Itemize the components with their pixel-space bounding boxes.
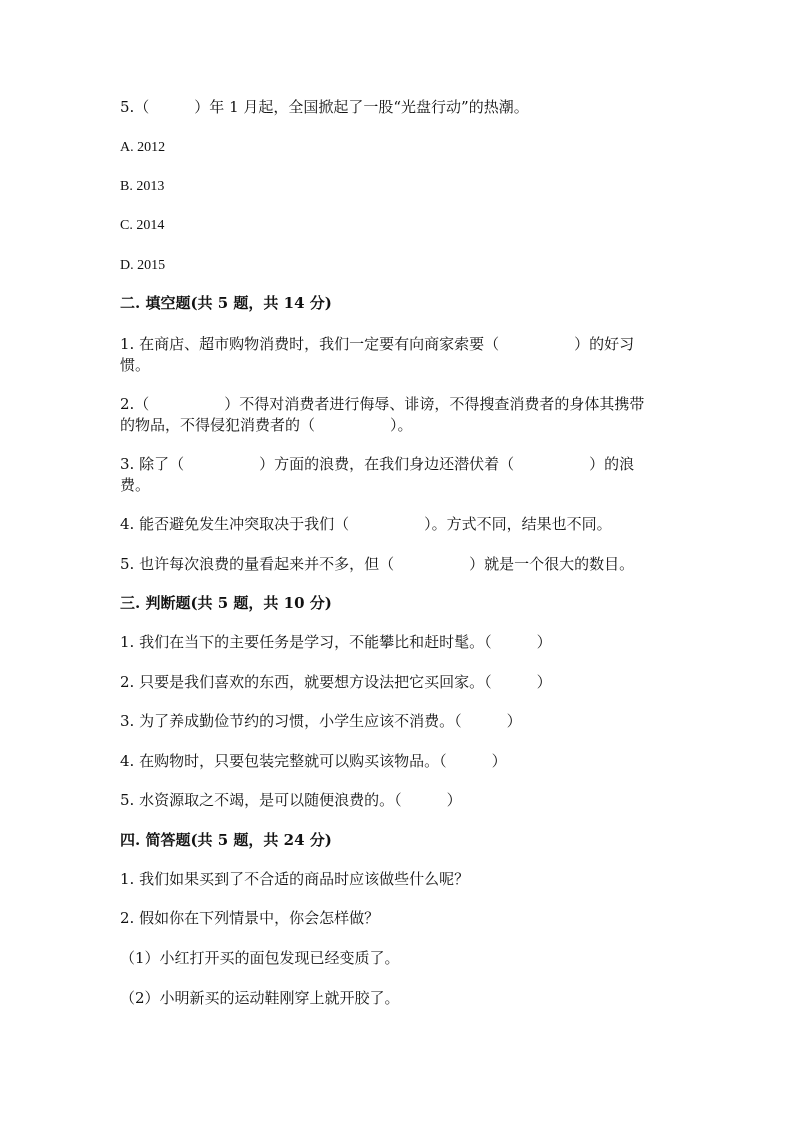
fill-question-4: 4. 能否避免发生冲突取决于我们（ ）。方式不同，结果也不同。 — [120, 515, 612, 533]
section-heading-judgement: 三. 判断题(共 5 题，共 10 分) — [120, 594, 332, 612]
judge-question-3: 3. 为了养成勤俭节约的习惯，小学生应该不消费。（ ） — [120, 712, 522, 730]
question-5-stem: 5.（ ）年 1 月起，全国掀起了一股“光盘行动”的热潮。 — [120, 98, 529, 116]
fill-question-3-line-1: 3. 除了（ ）方面的浪费，在我们身边还潜伏着（ ）的浪 — [120, 455, 635, 473]
fill-question-3-line-2: 费。 — [120, 476, 151, 494]
option-b: B. 2013 — [120, 179, 165, 194]
fill-question-1-line-1: 1. 在商店、超市购物消费时，我们一定要有向商家索要（ ）的好习 — [120, 335, 635, 353]
option-a: A. 2012 — [120, 140, 166, 155]
judge-question-5: 5. 水资源取之不竭，是可以随便浪费的。（ ） — [120, 791, 462, 809]
option-c: C. 2014 — [120, 218, 165, 233]
short-question-2-sub-2: （2）小明新买的运动鞋刚穿上就开胶了。 — [120, 989, 400, 1007]
fill-question-2-line-1: 2.（ ）不得对消费者进行侮辱、诽谤，不得搜查消费者的身体其携带 — [120, 395, 645, 413]
judge-question-2: 2. 只要是我们喜欢的东西，就要想方设法把它买回家。（ ） — [120, 673, 552, 691]
fill-question-5: 5. 也许每次浪费的量看起来并不多，但（ ）就是一个很大的数目。 — [120, 555, 635, 573]
fill-question-2-line-2: 的物品，不得侵犯消费者的（ ）。 — [120, 416, 413, 434]
section-heading-fill-blank: 二. 填空题(共 5 题，共 14 分) — [120, 294, 332, 312]
short-question-1: 1. 我们如果买到了不合适的商品时应该做些什么呢？ — [120, 870, 470, 888]
short-question-2: 2. 假如你在下列情景中，你会怎样做？ — [120, 909, 380, 927]
short-question-2-sub-1: （1）小红打开买的面包发现已经变质了。 — [120, 949, 400, 967]
section-heading-short-answer: 四. 简答题(共 5 题，共 24 分) — [120, 831, 332, 849]
judge-question-4: 4. 在购物时，只要包装完整就可以购买该物品。（ ） — [120, 752, 507, 770]
judge-question-1: 1. 我们在当下的主要任务是学习，不能攀比和赶时髦。（ ） — [120, 633, 552, 651]
fill-question-1-line-2: 惯。 — [120, 356, 151, 374]
option-d: D. 2015 — [120, 258, 166, 273]
